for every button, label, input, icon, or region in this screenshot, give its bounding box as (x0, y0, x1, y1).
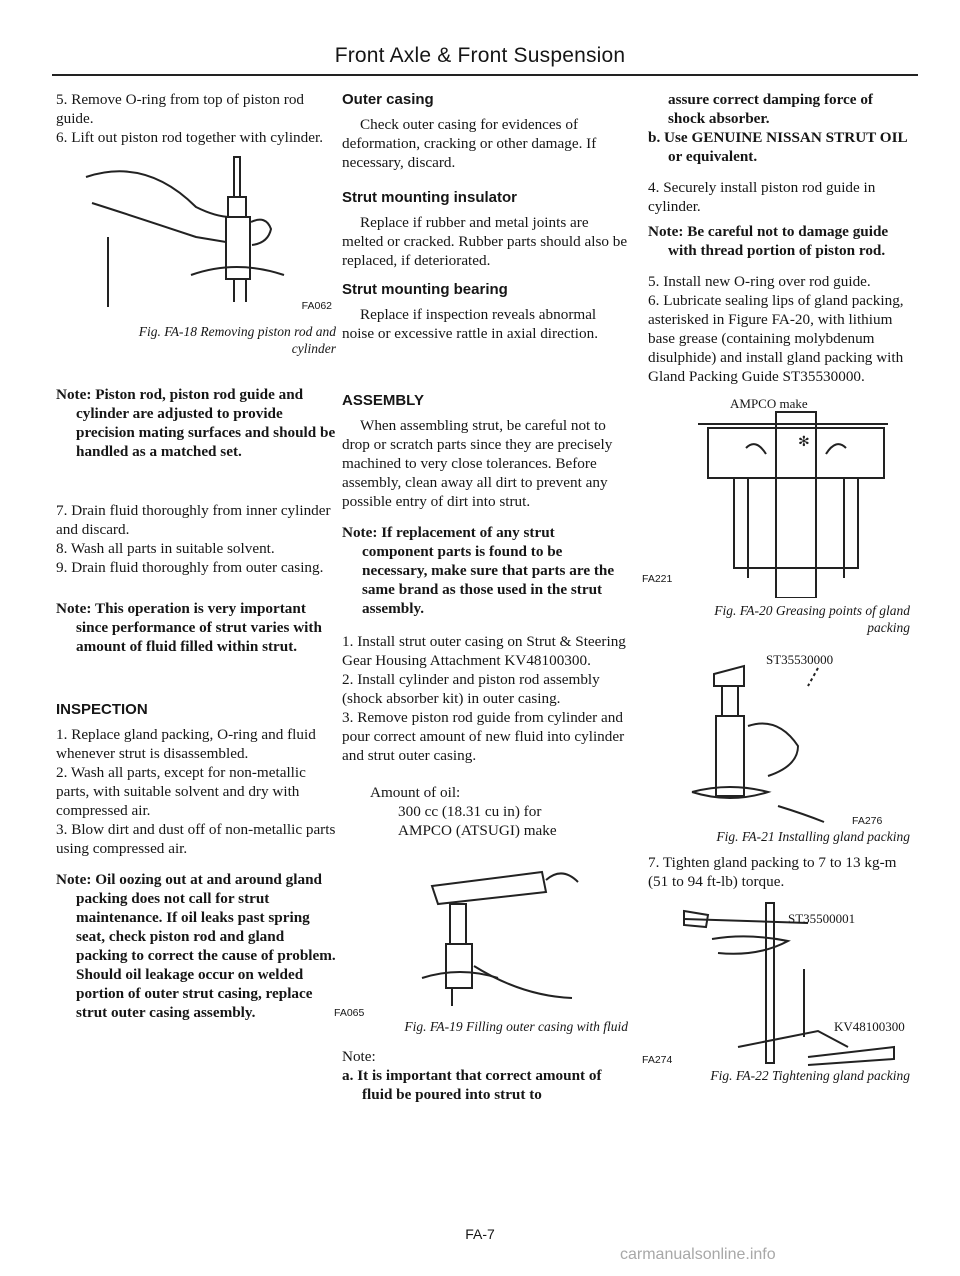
gland-packing-guide-illustration (648, 656, 910, 826)
page-header: Front Axle & Front Suspension (334, 44, 626, 67)
heading-insulator: Strut mounting insulator (342, 189, 517, 206)
figure-label: ST35500001 (788, 911, 856, 926)
assembly-intro: When assembling strut, be careful not to drop or scratch parts since they are precisely machined to very close tolerances. Before assembly, clean away all dirt to prevent any possible entry of dirt into strut. (342, 417, 613, 510)
text-insulator: Replace if rubber and metal joints are melted or cracked. Rubber parts should also be replaced, if deteriorated. (342, 214, 628, 269)
assembly-step-3: 3. Remove piston rod guide from cylinder and pour correct amount of new fluid into cylinder and strut outer casing. (342, 709, 625, 764)
figure-fa18 (56, 147, 336, 317)
filling-casing-illustration (342, 846, 628, 1006)
figure-code: FA221 (642, 573, 673, 585)
assembly-step-7: 7. Tighten gland packing to 7 to 13 kg-m (51 to 94 ft-lb) torque. (648, 854, 897, 890)
inspection-step-2: 2. Wash all parts, except for non-metallic parts, with suitable solvent and dry with compressed air. (56, 764, 306, 819)
note-matched-set: Note: Piston rod, piston rod guide and cylinder are adjusted to provide precision mating surfaces and should be handled as a matched set. (56, 386, 336, 460)
note-a: a. It is important that correct amount of fluid be poured into strut to (342, 1067, 602, 1103)
figure-fa21 (648, 650, 910, 826)
note-a-continued: assure correct damping force of shock absorber. (668, 91, 873, 127)
page-number: FA-7 (465, 1226, 495, 1242)
section-heading-assembly: ASSEMBLY (342, 392, 424, 409)
heading-outer-casing: Outer casing (342, 91, 434, 108)
figure-code: FA276 (852, 815, 883, 827)
drain-steps (56, 501, 336, 577)
oil-label: Amount of oil: (370, 784, 461, 801)
figure-label: ST35530000 (766, 652, 834, 667)
note-label: Note: (342, 1048, 376, 1065)
section-heading-inspection: INSPECTION (56, 701, 148, 718)
note-fluid-amount: Note: This operation is very important since performance of strut varies with amount of fluid filled within strut. (56, 600, 322, 655)
gland-packing-section (648, 408, 910, 598)
column-3 (642, 90, 910, 1084)
figure-code: FA065 (334, 1007, 365, 1019)
text-bearing: Replace if inspection reveals abnormal noise or excessive rattle in axial direction. (342, 306, 598, 342)
figure-fa20 (642, 394, 910, 598)
figure-caption: Fig. FA-19 Filling outer casing with fluid (404, 1019, 628, 1034)
figure-label: KV48100300 (834, 1019, 905, 1034)
step-5: 5. Remove O-ring from top of piston rod guide. (56, 91, 305, 127)
figure-caption: Fig. FA-21 Installing gland packing (716, 829, 910, 844)
figure-fa22 (642, 897, 910, 1067)
asterisk-icon: ✻ (798, 434, 810, 450)
assembly-step-2: 2. Install cylinder and piston rod assembly (shock absorber kit) in outer casing. (342, 671, 600, 707)
inspection-step-3: 3. Blow dirt and dust off of non-metallic parts using compressed air. (56, 821, 336, 857)
assembly-step-1: 1. Install strut outer casing on Strut & Steering Gear Housing Attachment KV48100300. (342, 633, 626, 669)
figure-caption: Fig. FA-18 Removing piston rod and cylinder (138, 324, 336, 356)
note-same-brand: Note: If replacement of any strut component parts is found to be necessary, make sure that parts are the same brand as those used in the strut assembly. (342, 524, 615, 617)
watermark: carmanualsonline.info (620, 1246, 776, 1263)
step-6: 6. Lift out piston rod together with cylinder. (56, 129, 324, 146)
note-b: b. Use GENUINE NISSAN STRUT OIL or equivalent. (648, 129, 907, 165)
assembly-step-6: 6. Lubricate sealing lips of gland packing, asterisked in Figure FA-20, with lithium base grease (containing molybdenum disulphide) and install gland packing with Gland Packing Guide ST35530000. (648, 292, 904, 385)
piston-rod-removal-illustration (56, 147, 336, 307)
note-guide-damage: Note: Be careful not to damage guide with thread portion of piston rod. (648, 223, 889, 259)
header-rule (52, 74, 918, 76)
assembly-step-4: 4. Securely install piston rod guide in cylinder. (648, 179, 876, 215)
figure-fa19 (334, 846, 628, 1019)
step-8: 8. Wash all parts in suitable solvent. (56, 540, 275, 557)
figure-code: FA274 (642, 1054, 673, 1066)
oil-value: 300 cc (18.31 cu in) for (398, 803, 542, 820)
inspection-step-1: 1. Replace gland packing, O-ring and fluid whenever strut is disassembled. (56, 726, 316, 762)
column-1 (56, 90, 336, 1022)
tightening-illustration (648, 897, 910, 1067)
figure-caption: Fig. FA-20 Greasing points of gland packing (714, 603, 910, 635)
oil-amount (370, 783, 628, 840)
figure-caption: Fig. FA-22 Tightening gland packing (710, 1068, 910, 1083)
note-oil-oozing: Note: Oil oozing out at and around gland packing does not call for strut maintenance. If oil leaks past spring seat, check piston rod and gland packing to correct the cause of problem. Should oil leakage occur on welded portion of outer strut casing, replace strut outer casing assembly. (56, 871, 336, 1021)
figure-label: AMPCO make (730, 396, 808, 411)
text-outer-casing: Check outer casing for evidences of deformation, cracking or other damage. If necessary, discard. (342, 116, 597, 171)
figure-code: FA062 (301, 300, 332, 312)
oil-make: AMPCO (ATSUGI) make (398, 822, 557, 839)
column-2 (334, 90, 628, 1104)
assembly-step-5: 5. Install new O-ring over rod guide. (648, 273, 871, 290)
step-7: 7. Drain fluid thoroughly from inner cylinder and discard. (56, 502, 331, 538)
heading-bearing: Strut mounting bearing (342, 281, 508, 298)
step-9: 9. Drain fluid thoroughly from outer casing. (56, 559, 324, 576)
